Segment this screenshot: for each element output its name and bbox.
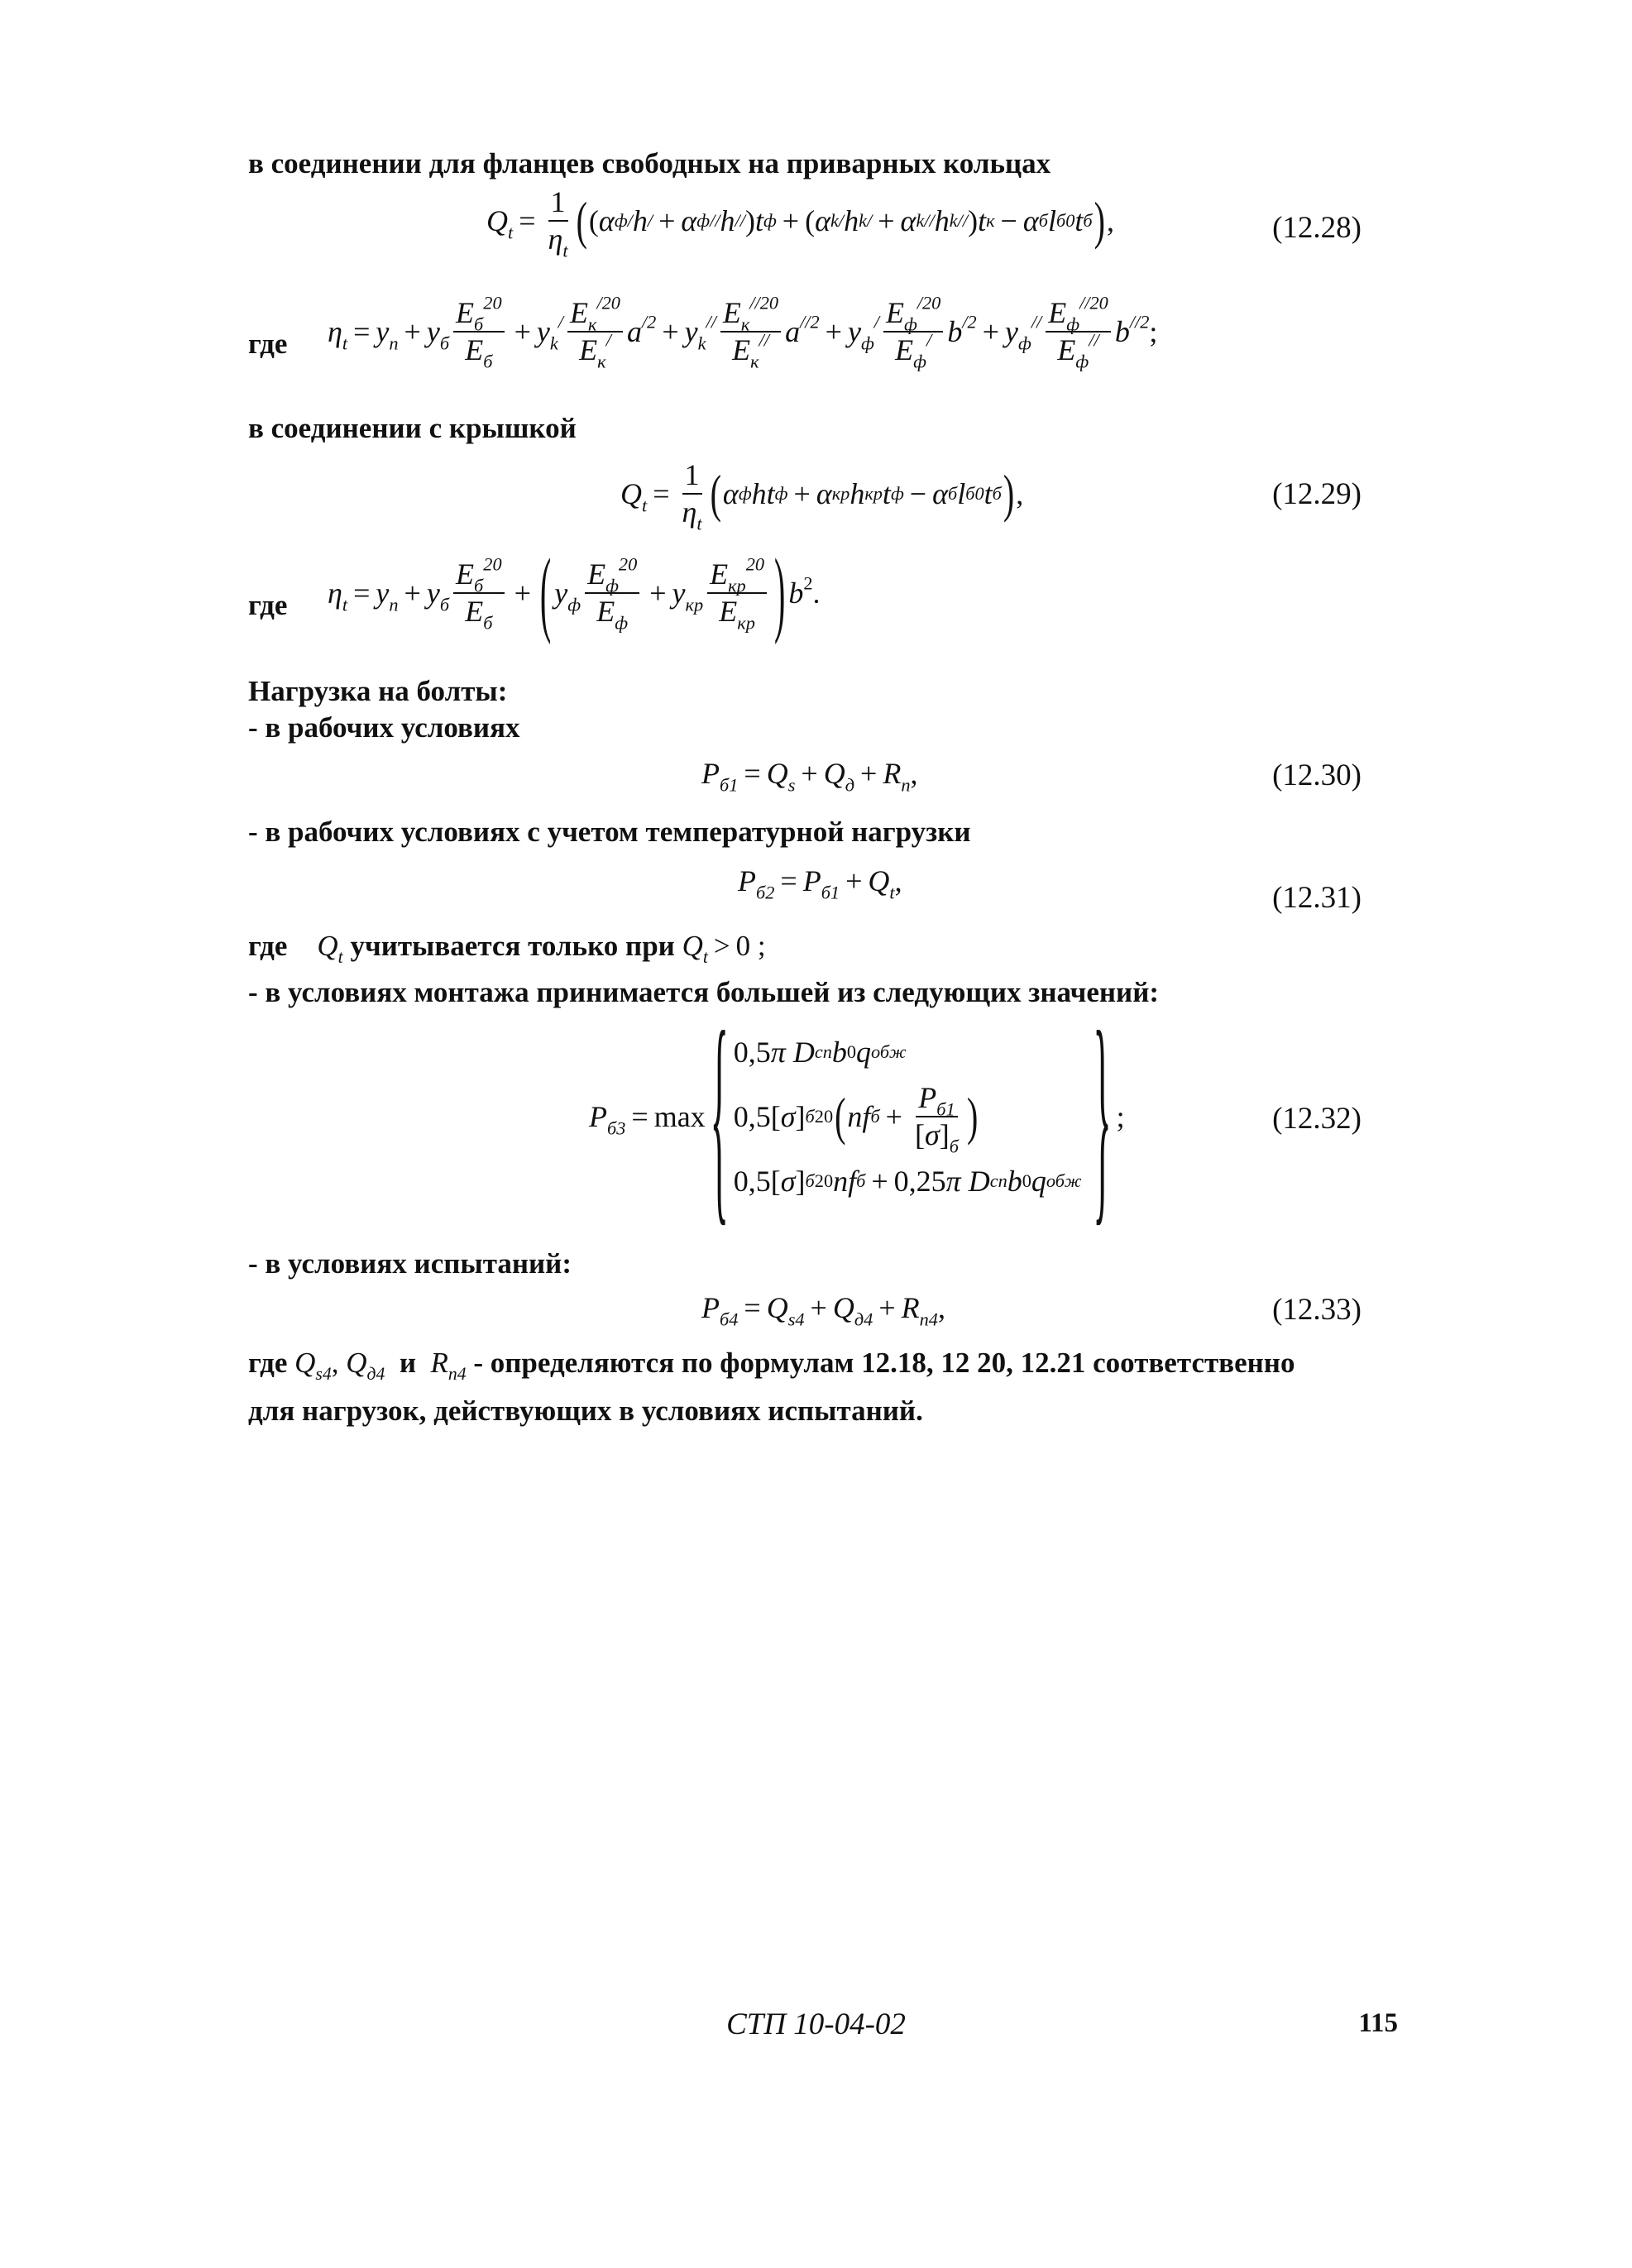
bolt-load-heading: Нагрузка на болты: — [248, 675, 508, 707]
formula-12-32: $P_{б3}$ = max { 0,5 π D сп b 0 q обж 0,5 [ σ ] б 20 ( nf б + $\frac{P_{б1}}{[\sigma]_б}$ ) 0,5 [ σ ] б 20 nf б + 0,25 π D сп b 0 q обж } ; — [589, 983, 1125, 1245]
document-code-footer: СТП 10-04-02 — [726, 2007, 906, 2041]
formula-12-28: $Q_t$ = $\frac{1}{\eta_t}$ ( ( α ф / h / + α ф // h // ) t ф + ( α k / h k / + α k // h k // ) t к − α б l б0 t б ) , — [486, 185, 1114, 261]
page-number: 115 — [1358, 2008, 1398, 2038]
equation-number-12-29: (12.29) — [1272, 477, 1362, 511]
formula-eta-t-cover: $\eta_t$ = $y_n$ + $y_б$ $\frac{E_б^{20}}{E_б}$ + ( $y_ф$ $\frac{E_ф^{20}}{E_ф}$ + $y_{кр}$ $\frac{E_{кр}^{20}}{E_{кр}}$ ) $b^2$ . — [328, 538, 821, 647]
equation-number-12-33: (12.33) — [1272, 1293, 1362, 1327]
final-note-line-1: где $Q_{s4}$ , $Q_{д4}$ и $R_{n4}$ - определяются по формулам 12.18, 12 20, 12.21 соответственно — [248, 1347, 1295, 1385]
equation-number-12-31: (12.31) — [1272, 881, 1362, 915]
formula-eta-t-free-flanges: $\eta_t$ = $y_n$ + $y_б$ $\frac{E_б^{20}}{E_б}$ + $y_k^/$ $\frac{E_к^{/20}}{E_к^/}$ $a^{/2}$ + $y_k^{//}$ $\frac{E_к^{//20}}{E_к^{//}}$ $a^{//2}$ + $y_ф^/$ $\frac{E_ф^{/20}}{E_ф^/}$ $b^{/2}$ + $y_ф^{//}$ $\frac{E_ф^{//20}}{E_ф^{//}}$ $b^{//2}$ ; — [328, 292, 1158, 372]
equation-number-12-30: (12.30) — [1272, 758, 1362, 792]
formula-12-30: $P_{б1}$ = $Q_s$ + $Q_д$ + $R_n$ , — [701, 757, 918, 796]
final-note-line-1-tail: - определяются по формулам 12.18, 12 20, 12.21 соответственно — [473, 1347, 1295, 1379]
equation-number-12-28: (12.28) — [1272, 211, 1362, 245]
and-word: и — [399, 1347, 416, 1379]
formula-12-29: $Q_t$ = $\frac{1}{\eta_t}$ ( α ф ht ф + α кр h кр t ф − α б l б0 t б ) , — [620, 458, 1024, 534]
intro-free-flanges: в соединении для фланцев свободных на приварных кольцах — [248, 147, 1051, 179]
final-note-line-2: для нагрузок, действующих в условиях испытаний. — [248, 1395, 923, 1427]
test-conditions-label: - в условиях испытаний: — [248, 1247, 572, 1280]
where-label-2: где — [248, 589, 288, 621]
qt-note-text: учитывается только при — [350, 930, 675, 962]
where-label-4: где — [248, 1347, 288, 1379]
formula-12-33: $P_{б4}$ = $Q_{s4}$ + $Q_{д4}$ + $R_{n4}$ , — [701, 1291, 945, 1330]
qt-condition-note: где $Q_t$ учитывается только при $Q_t$ > 0 ; — [248, 930, 766, 968]
working-conditions-temp-label: - в рабочих условиях с учетом температурной нагрузки — [248, 816, 971, 848]
assembly-conditions-label: - в условиях монтажа принимается большей из следующих значений: — [248, 976, 1160, 1008]
where-label-1: где — [248, 328, 288, 360]
intro-cover: в соединении с крышкой — [248, 412, 577, 444]
working-conditions-label: - в рабочих условиях — [248, 711, 520, 744]
where-label-3: где — [248, 930, 288, 962]
equation-number-12-32: (12.32) — [1272, 1102, 1362, 1136]
formula-12-31: $P_{б2}$ = $P_{б1}$ + $Q_t$ , — [738, 864, 902, 903]
